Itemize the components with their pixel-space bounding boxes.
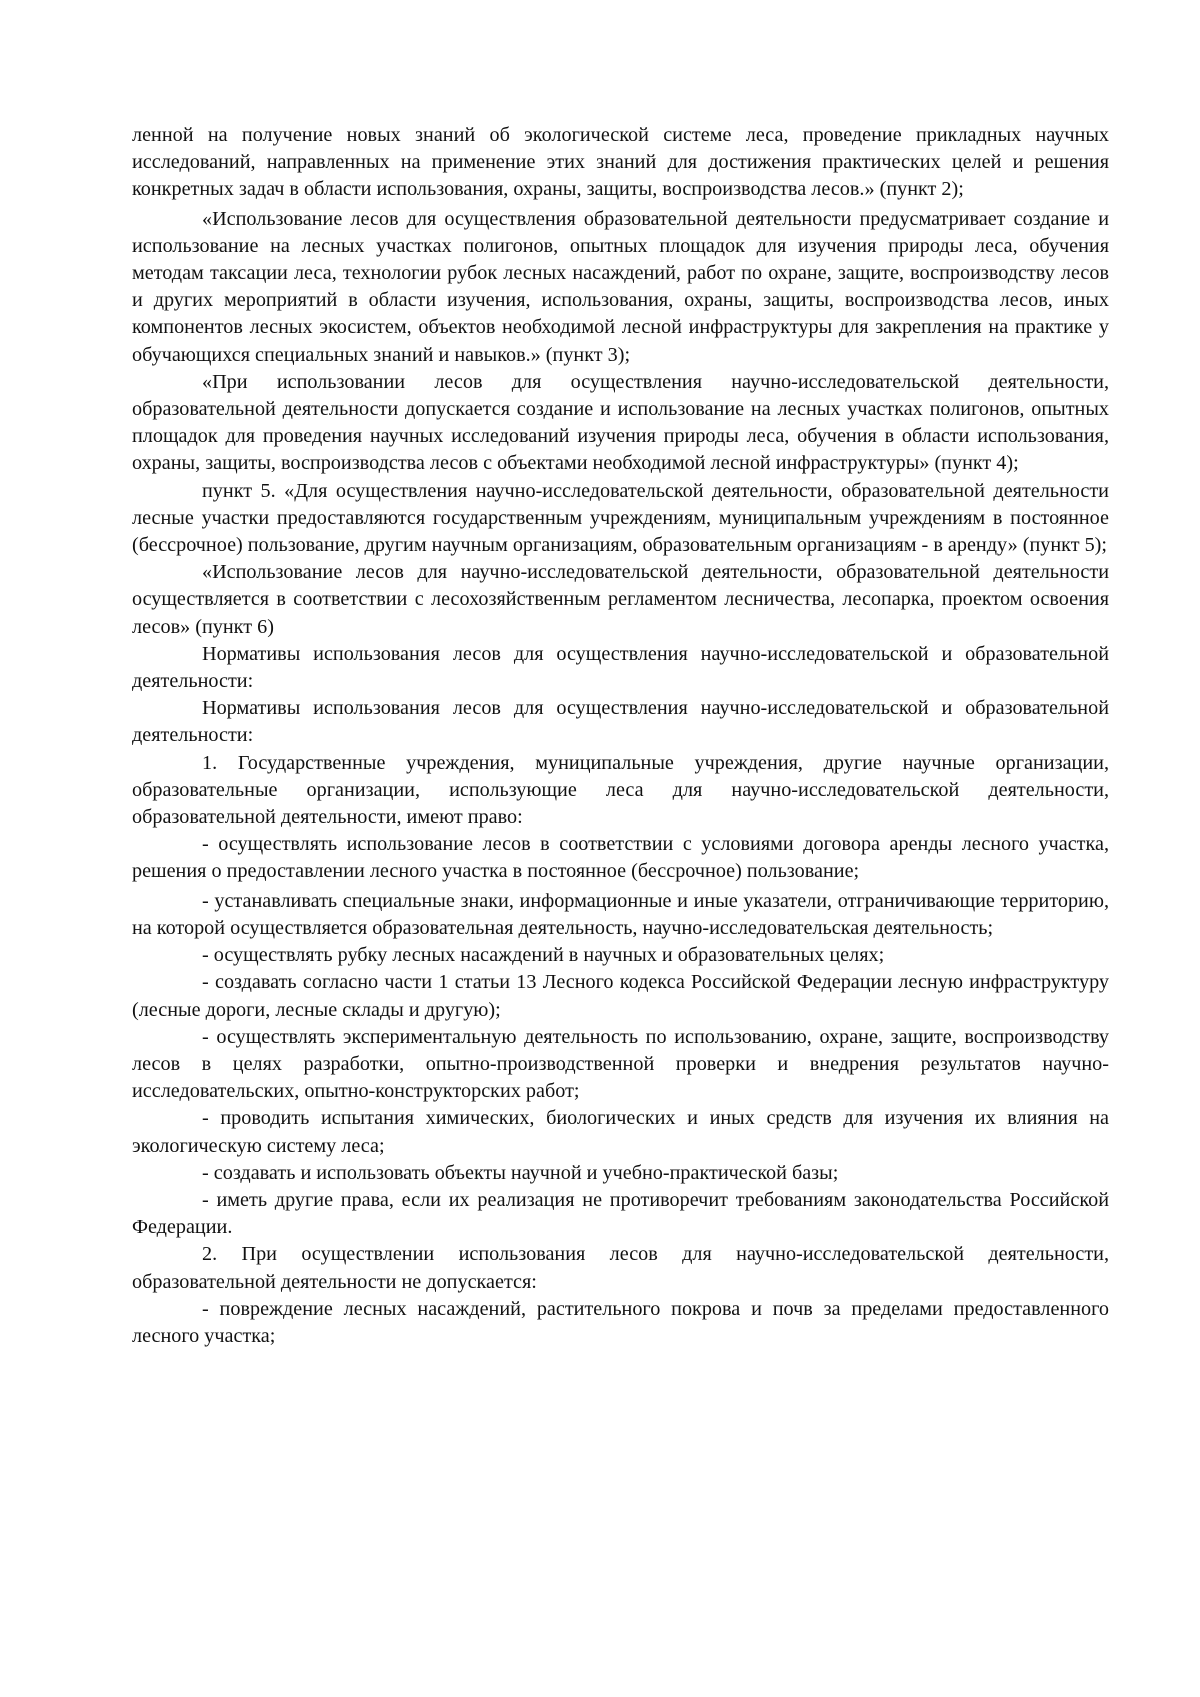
list-item-experimental: - осуществлять экспериментальную деятельность по использованию, охране, защите, воспроизводству лесов в целях разработки, опытно-производственной проверки и внедрения результатов научно-исследовательских, опытно-конструкторских работ; (132, 1025, 1109, 1103)
paragraph-point-4: «При использовании лесов для осуществления научно-исследовательской деятельности, образовательной деятельности допускается создание и использование на лесных участках полигонов, опытных площадок для проведения научных исследований изучения природы леса, обучения в области использования, охраны, защиты, воспроизводства лесов с объектами необходимой лесной инфраструктуры» (пункт 4); (132, 370, 1109, 475)
paragraph-norms-heading-repeat: Нормативы использования лесов для осуществления научно-исследовательской и образовательной деятельности: (132, 697, 1109, 747)
list-item-damage: - повреждение лесных насаждений, растительного покрова и почв за пределами предоставленного лесного участка; (132, 1297, 1109, 1347)
list-item-other-rights: - иметь другие права, если их реализация не противоречит требованиям законодательства Российской Федерации. (132, 1188, 1109, 1239)
paragraph-point-3: «Использование лесов для осуществления образовательной деятельности предусматривает создание и использование на лесных участках полигонов, опытных площадок для изучения природы леса, обучения методам таксации леса, технологии рубок лесных насаждений, работ по охране, защите, воспроизводству лесов и других мероприятий в области изучения, использования, охраны, защиты, воспроизводства лесов, иных компонентов лесных экосистем, объектов необходимой лесной инфраструктуры для закрепления на практике у обучающихся специальных знаний и навыков.» (пункт 3); (132, 207, 1109, 366)
list-item-research-base: - создавать и использовать объекты научной и учебно-практической базы; (202, 1161, 839, 1184)
list-item-felling: - осуществлять рубку лесных насаждений в научных и образовательных целях; (202, 944, 885, 967)
paragraph-point-5: пункт 5. «Для осуществления научно-исследовательской деятельности, образовательной деятельности лесные участки предоставляются государственным учреждениям, муниципальным учреждениям в постоянное (бессрочное) пользование, другим научным организациям, образовательным организациям - в аренду» (пункт 5); (132, 479, 1109, 557)
list-item-infrastructure: - создавать согласно части 1 статьи 13 Лесного кодекса Российской Федерации лесную инфраструктуру (лесные дороги, лесные склады и другую); (132, 971, 1109, 1021)
paragraph-point-6: «Использование лесов для научно-исследовательской деятельности, образовательной деятельности осуществляется в соответствии с лесохозяйственным регламентом лесничества, лесопарка, проектом освоения лесов» (пункт 6) (132, 561, 1109, 638)
list-item-testing: - проводить испытания химических, биологических и иных средств для изучения их влияния на экологическую систему леса; (132, 1107, 1109, 1157)
paragraph-continuation: ленной на получение новых знаний об экологической системе леса, проведение прикладных научных исследований, направленных на применение этих знаний для достижения практических целей и решения конкретных задач в области использования, охраны, защиты, воспроизводства лесов.» (пункт 2); (132, 124, 1109, 201)
document-page (132, 122, 1109, 1350)
paragraph-norms-heading: Нормативы использования лесов для осуществления научно-исследовательской и образовательной деятельности: (132, 642, 1109, 693)
list-item-lease-use: - осуществлять использование лесов в соответствии с условиями договора аренды лесного участка, решения о предоставлении лесного участка в постоянное (бессрочное) пользование; (132, 833, 1109, 883)
paragraph-prohibitions-intro: 2. При осуществлении использования лесов для научно-исследовательской деятельности, образовательной деятельности не допускается: (132, 1243, 1109, 1293)
list-item-signs: - устанавливать специальные знаки, информационные и иные указатели, отграничивающие территорию, на которой осуществляется образовательная деятельность, научно-исследовательская деятельность; (132, 889, 1109, 939)
paragraph-rights-intro: 1. Государственные учреждения, муниципальные учреждения, другие научные организации, образовательные организации, использующие леса для научно-исследовательской деятельности, образовательной деятельности, имеют право: (132, 751, 1109, 829)
